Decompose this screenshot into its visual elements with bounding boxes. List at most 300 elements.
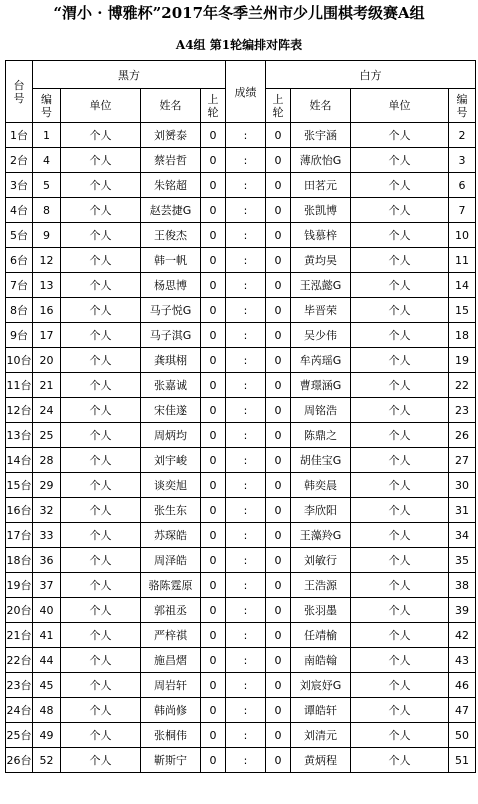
header-white-prev-line2: 轮: [272, 105, 284, 119]
white-name-cell: 刘宸妤G: [291, 673, 351, 698]
white-prev-cell: 0: [266, 273, 291, 298]
white-prev-cell: 0: [266, 523, 291, 548]
black-prev-cell: 0: [201, 298, 226, 323]
black-unit-cell: 个人: [61, 173, 141, 198]
white-unit-cell: 个人: [351, 423, 449, 448]
black-num-cell: 25: [33, 423, 61, 448]
white-name-cell: 张羽墨: [291, 598, 351, 623]
table-row: [6, 398, 476, 423]
document-title: “渭小 · 博雅杯”2017年冬季兰州市少儿围棋考级赛A组: [53, 4, 425, 22]
result-cell: :: [226, 423, 266, 448]
black-prev-cell: 0: [201, 673, 226, 698]
header-white-num-line1: 编: [456, 92, 468, 106]
white-prev-cell: 0: [266, 298, 291, 323]
black-num-cell: 29: [33, 473, 61, 498]
white-num-cell: 11: [449, 248, 476, 273]
black-unit-cell: 个人: [61, 623, 141, 648]
white-unit-cell: 个人: [351, 698, 449, 723]
result-cell: :: [226, 723, 266, 748]
black-unit-cell: 个人: [61, 298, 141, 323]
result-cell: :: [226, 123, 266, 148]
header-black-prev-line2: 轮: [207, 105, 219, 119]
black-name-cell: 周炳均: [141, 423, 201, 448]
black-prev-cell: 0: [201, 698, 226, 723]
white-name-cell: 韩奕晨: [291, 473, 351, 498]
black-prev-cell: 0: [201, 498, 226, 523]
white-prev-cell: 0: [266, 223, 291, 248]
header-white-name: 姓名: [291, 89, 351, 123]
table-row: [6, 548, 476, 573]
white-unit-cell: 个人: [351, 448, 449, 473]
black-num-cell: 48: [33, 698, 61, 723]
black-name-cell: 周泽皓: [141, 548, 201, 573]
white-unit-cell: 个人: [351, 548, 449, 573]
white-name-cell: 周铭浩: [291, 398, 351, 423]
black-num-cell: 9: [33, 223, 61, 248]
table-row: [6, 623, 476, 648]
white-name-cell: 刘清元: [291, 723, 351, 748]
white-name-cell: 张凯博: [291, 198, 351, 223]
black-unit-cell: 个人: [61, 198, 141, 223]
black-unit-cell: 个人: [61, 448, 141, 473]
white-prev-cell: 0: [266, 148, 291, 173]
white-prev-cell: 0: [266, 398, 291, 423]
table-row: [6, 748, 476, 773]
black-name-cell: 马子悦G: [141, 298, 201, 323]
table-row: [6, 648, 476, 673]
white-num-cell: 6: [449, 173, 476, 198]
black-name-cell: 谈奕旭: [141, 473, 201, 498]
black-name-cell: 韩一帆: [141, 248, 201, 273]
table-row: [6, 673, 476, 698]
board-cell: 25台: [6, 723, 33, 748]
white-name-cell: 王藻羚G: [291, 523, 351, 548]
white-name-cell: 刘敏行: [291, 548, 351, 573]
white-num-cell: 3: [449, 148, 476, 173]
white-num-cell: 26: [449, 423, 476, 448]
pairing-table: [5, 60, 476, 773]
black-prev-cell: 0: [201, 423, 226, 448]
black-num-cell: 44: [33, 648, 61, 673]
document-subtitle: A4组 第1轮编排对阵表: [175, 38, 303, 52]
result-cell: :: [226, 598, 266, 623]
result-cell: :: [226, 498, 266, 523]
result-cell: :: [226, 173, 266, 198]
white-prev-cell: 0: [266, 698, 291, 723]
white-unit-cell: 个人: [351, 398, 449, 423]
board-cell: 1台: [6, 123, 33, 148]
table-row: [6, 523, 476, 548]
black-num-cell: 40: [33, 598, 61, 623]
black-num-cell: 28: [33, 448, 61, 473]
header-black: 黑方: [33, 61, 226, 89]
table-row: [6, 498, 476, 523]
white-unit-cell: 个人: [351, 248, 449, 273]
white-num-cell: 46: [449, 673, 476, 698]
board-cell: 26台: [6, 748, 33, 773]
black-num-cell: 37: [33, 573, 61, 598]
table-row: [6, 198, 476, 223]
header-table-no-line1: 台: [13, 78, 25, 92]
white-prev-cell: 0: [266, 173, 291, 198]
white-name-cell: 毕晋荣: [291, 298, 351, 323]
white-prev-cell: 0: [266, 673, 291, 698]
white-unit-cell: 个人: [351, 498, 449, 523]
white-unit-cell: 个人: [351, 473, 449, 498]
white-unit-cell: 个人: [351, 648, 449, 673]
white-name-cell: 陈鼎之: [291, 423, 351, 448]
white-num-cell: 2: [449, 123, 476, 148]
result-cell: :: [226, 623, 266, 648]
black-unit-cell: 个人: [61, 548, 141, 573]
black-num-cell: 24: [33, 398, 61, 423]
black-prev-cell: 0: [201, 198, 226, 223]
black-name-cell: 龚琪栩: [141, 348, 201, 373]
board-cell: 8台: [6, 298, 33, 323]
board-cell: 22台: [6, 648, 33, 673]
black-unit-cell: 个人: [61, 473, 141, 498]
white-prev-cell: 0: [266, 648, 291, 673]
black-name-cell: 张生东: [141, 498, 201, 523]
white-name-cell: 张宇涵: [291, 123, 351, 148]
table-row: [6, 273, 476, 298]
white-prev-cell: 0: [266, 473, 291, 498]
result-cell: :: [226, 748, 266, 773]
white-name-cell: 曹璟涵G: [291, 373, 351, 398]
board-cell: 2台: [6, 148, 33, 173]
black-name-cell: 刘赟泰: [141, 123, 201, 148]
table-row: [6, 223, 476, 248]
black-num-cell: 5: [33, 173, 61, 198]
black-unit-cell: 个人: [61, 223, 141, 248]
black-name-cell: 周岩轩: [141, 673, 201, 698]
white-unit-cell: 个人: [351, 523, 449, 548]
table-row: [6, 698, 476, 723]
white-unit-cell: 个人: [351, 598, 449, 623]
white-prev-cell: 0: [266, 498, 291, 523]
black-unit-cell: 个人: [61, 598, 141, 623]
black-prev-cell: 0: [201, 648, 226, 673]
board-cell: 19台: [6, 573, 33, 598]
header-white-unit: 单位: [351, 89, 449, 123]
black-num-cell: 32: [33, 498, 61, 523]
white-prev-cell: 0: [266, 723, 291, 748]
result-cell: :: [226, 273, 266, 298]
black-prev-cell: 0: [201, 573, 226, 598]
result-cell: :: [226, 323, 266, 348]
white-prev-cell: 0: [266, 123, 291, 148]
black-unit-cell: 个人: [61, 523, 141, 548]
result-cell: :: [226, 348, 266, 373]
black-unit-cell: 个人: [61, 123, 141, 148]
black-prev-cell: 0: [201, 323, 226, 348]
header-black-prev: [201, 89, 226, 123]
black-num-cell: 1: [33, 123, 61, 148]
table-row: [6, 348, 476, 373]
black-name-cell: 郭祖丞: [141, 598, 201, 623]
result-cell: :: [226, 373, 266, 398]
black-unit-cell: 个人: [61, 373, 141, 398]
black-prev-cell: 0: [201, 623, 226, 648]
white-unit-cell: 个人: [351, 198, 449, 223]
black-unit-cell: 个人: [61, 573, 141, 598]
white-name-cell: 牟芮瑶G: [291, 348, 351, 373]
white-num-cell: 7: [449, 198, 476, 223]
board-cell: 15台: [6, 473, 33, 498]
white-num-cell: 50: [449, 723, 476, 748]
white-name-cell: 谭皓轩: [291, 698, 351, 723]
black-name-cell: 严梓祺: [141, 623, 201, 648]
header-black-prev-line1: 上: [207, 92, 219, 106]
table-row: [6, 723, 476, 748]
header-black-num: [33, 89, 61, 123]
result-cell: :: [226, 548, 266, 573]
result-cell: :: [226, 698, 266, 723]
black-name-cell: 赵芸捷G: [141, 198, 201, 223]
black-prev-cell: 0: [201, 548, 226, 573]
white-num-cell: 23: [449, 398, 476, 423]
result-cell: :: [226, 298, 266, 323]
black-num-cell: 13: [33, 273, 61, 298]
board-cell: 11台: [6, 373, 33, 398]
white-prev-cell: 0: [266, 573, 291, 598]
black-name-cell: 施昌熠: [141, 648, 201, 673]
header-white-prev-line1: 上: [272, 92, 284, 106]
header-black-num-line2: 号: [41, 105, 52, 119]
black-num-cell: 45: [33, 673, 61, 698]
board-cell: 5台: [6, 223, 33, 248]
black-unit-cell: 个人: [61, 673, 141, 698]
white-unit-cell: 个人: [351, 273, 449, 298]
black-prev-cell: 0: [201, 523, 226, 548]
black-prev-cell: 0: [201, 723, 226, 748]
white-unit-cell: 个人: [351, 173, 449, 198]
board-cell: 21台: [6, 623, 33, 648]
white-name-cell: 王浩源: [291, 573, 351, 598]
black-unit-cell: 个人: [61, 273, 141, 298]
table-row: [6, 448, 476, 473]
white-num-cell: 19: [449, 348, 476, 373]
result-cell: :: [226, 573, 266, 598]
white-name-cell: 黄炳程: [291, 748, 351, 773]
table-row: [6, 598, 476, 623]
white-unit-cell: 个人: [351, 223, 449, 248]
table-row: [6, 323, 476, 348]
black-unit-cell: 个人: [61, 698, 141, 723]
board-cell: 4台: [6, 198, 33, 223]
black-prev-cell: 0: [201, 273, 226, 298]
board-cell: 12台: [6, 398, 33, 423]
white-name-cell: 薄欣怡G: [291, 148, 351, 173]
white-name-cell: 胡佳宝G: [291, 448, 351, 473]
white-num-cell: 39: [449, 598, 476, 623]
board-cell: 10台: [6, 348, 33, 373]
black-prev-cell: 0: [201, 248, 226, 273]
table-row: [6, 473, 476, 498]
white-prev-cell: 0: [266, 423, 291, 448]
black-unit-cell: 个人: [61, 398, 141, 423]
white-unit-cell: 个人: [351, 673, 449, 698]
black-name-cell: 马子淇G: [141, 323, 201, 348]
white-name-cell: 钱慕梓: [291, 223, 351, 248]
result-cell: :: [226, 523, 266, 548]
white-prev-cell: 0: [266, 198, 291, 223]
white-unit-cell: 个人: [351, 573, 449, 598]
result-cell: :: [226, 673, 266, 698]
result-cell: :: [226, 398, 266, 423]
white-num-cell: 43: [449, 648, 476, 673]
black-num-cell: 52: [33, 748, 61, 773]
black-name-cell: 刘宇峻: [141, 448, 201, 473]
black-prev-cell: 0: [201, 448, 226, 473]
result-cell: :: [226, 148, 266, 173]
black-name-cell: 杨思博: [141, 273, 201, 298]
white-unit-cell: 个人: [351, 723, 449, 748]
board-cell: 24台: [6, 698, 33, 723]
white-name-cell: 任靖榆: [291, 623, 351, 648]
black-num-cell: 17: [33, 323, 61, 348]
white-num-cell: 42: [449, 623, 476, 648]
white-prev-cell: 0: [266, 348, 291, 373]
table-row: [6, 423, 476, 448]
header-black-num-line1: 编: [41, 92, 52, 106]
black-name-cell: 蔡岩哲: [141, 148, 201, 173]
white-prev-cell: 0: [266, 323, 291, 348]
black-unit-cell: 个人: [61, 323, 141, 348]
table-row: [6, 123, 476, 148]
white-num-cell: 14: [449, 273, 476, 298]
white-prev-cell: 0: [266, 598, 291, 623]
header-table-no: [6, 61, 33, 123]
header-white-num: [449, 89, 476, 123]
white-num-cell: 47: [449, 698, 476, 723]
board-cell: 20台: [6, 598, 33, 623]
white-name-cell: 李欣阳: [291, 498, 351, 523]
black-prev-cell: 0: [201, 373, 226, 398]
board-cell: 16台: [6, 498, 33, 523]
black-num-cell: 41: [33, 623, 61, 648]
board-cell: 17台: [6, 523, 33, 548]
black-prev-cell: 0: [201, 348, 226, 373]
result-cell: :: [226, 648, 266, 673]
result-cell: :: [226, 448, 266, 473]
black-num-cell: 49: [33, 723, 61, 748]
black-prev-cell: 0: [201, 473, 226, 498]
white-name-cell: 吴少伟: [291, 323, 351, 348]
black-name-cell: 韩尚修: [141, 698, 201, 723]
black-num-cell: 8: [33, 198, 61, 223]
header-white-num-line2: 号: [456, 105, 468, 119]
black-unit-cell: 个人: [61, 648, 141, 673]
board-cell: 9台: [6, 323, 33, 348]
board-cell: 13台: [6, 423, 33, 448]
white-num-cell: 35: [449, 548, 476, 573]
table-row: [6, 173, 476, 198]
header-result: 成绩: [226, 61, 266, 123]
black-num-cell: 36: [33, 548, 61, 573]
white-num-cell: 22: [449, 373, 476, 398]
white-num-cell: 18: [449, 323, 476, 348]
black-name-cell: 靳斯宁: [141, 748, 201, 773]
black-num-cell: 16: [33, 298, 61, 323]
white-unit-cell: 个人: [351, 373, 449, 398]
white-unit-cell: 个人: [351, 748, 449, 773]
white-num-cell: 30: [449, 473, 476, 498]
white-unit-cell: 个人: [351, 148, 449, 173]
black-name-cell: 张嘉诚: [141, 373, 201, 398]
black-unit-cell: 个人: [61, 748, 141, 773]
black-name-cell: 朱铭超: [141, 173, 201, 198]
white-prev-cell: 0: [266, 623, 291, 648]
white-unit-cell: 个人: [351, 123, 449, 148]
result-cell: :: [226, 473, 266, 498]
white-num-cell: 27: [449, 448, 476, 473]
white-prev-cell: 0: [266, 448, 291, 473]
black-unit-cell: 个人: [61, 498, 141, 523]
result-cell: :: [226, 248, 266, 273]
white-unit-cell: 个人: [351, 348, 449, 373]
header-white-prev: [266, 89, 291, 123]
black-name-cell: 宋佳遂: [141, 398, 201, 423]
white-name-cell: 王泓懿G: [291, 273, 351, 298]
black-unit-cell: 个人: [61, 423, 141, 448]
black-prev-cell: 0: [201, 398, 226, 423]
table-row: [6, 148, 476, 173]
black-num-cell: 21: [33, 373, 61, 398]
table-row: [6, 298, 476, 323]
header-black-unit: 单位: [61, 89, 141, 123]
table-body: [6, 123, 476, 773]
black-prev-cell: 0: [201, 223, 226, 248]
result-cell: :: [226, 223, 266, 248]
board-cell: 23台: [6, 673, 33, 698]
white-unit-cell: 个人: [351, 323, 449, 348]
table-header: [6, 61, 476, 123]
white-num-cell: 15: [449, 298, 476, 323]
white-name-cell: 田茗元: [291, 173, 351, 198]
black-name-cell: 王俊杰: [141, 223, 201, 248]
board-cell: 14台: [6, 448, 33, 473]
result-cell: :: [226, 198, 266, 223]
black-name-cell: 张桐伟: [141, 723, 201, 748]
black-name-cell: 苏琛皓: [141, 523, 201, 548]
board-cell: 7台: [6, 273, 33, 298]
black-prev-cell: 0: [201, 598, 226, 623]
board-cell: 6台: [6, 248, 33, 273]
white-num-cell: 10: [449, 223, 476, 248]
white-num-cell: 38: [449, 573, 476, 598]
header-black-name: 姓名: [141, 89, 201, 123]
white-name-cell: 南皓翰: [291, 648, 351, 673]
black-prev-cell: 0: [201, 123, 226, 148]
white-prev-cell: 0: [266, 548, 291, 573]
black-num-cell: 33: [33, 523, 61, 548]
black-unit-cell: 个人: [61, 723, 141, 748]
white-prev-cell: 0: [266, 248, 291, 273]
board-cell: 18台: [6, 548, 33, 573]
table-row: [6, 248, 476, 273]
black-num-cell: 20: [33, 348, 61, 373]
black-num-cell: 4: [33, 148, 61, 173]
white-name-cell: 黄均昊: [291, 248, 351, 273]
white-prev-cell: 0: [266, 748, 291, 773]
header-white: 白方: [266, 61, 476, 89]
white-prev-cell: 0: [266, 373, 291, 398]
header-row-top: [6, 61, 476, 89]
table-row: [6, 573, 476, 598]
white-num-cell: 34: [449, 523, 476, 548]
table-row: [6, 373, 476, 398]
